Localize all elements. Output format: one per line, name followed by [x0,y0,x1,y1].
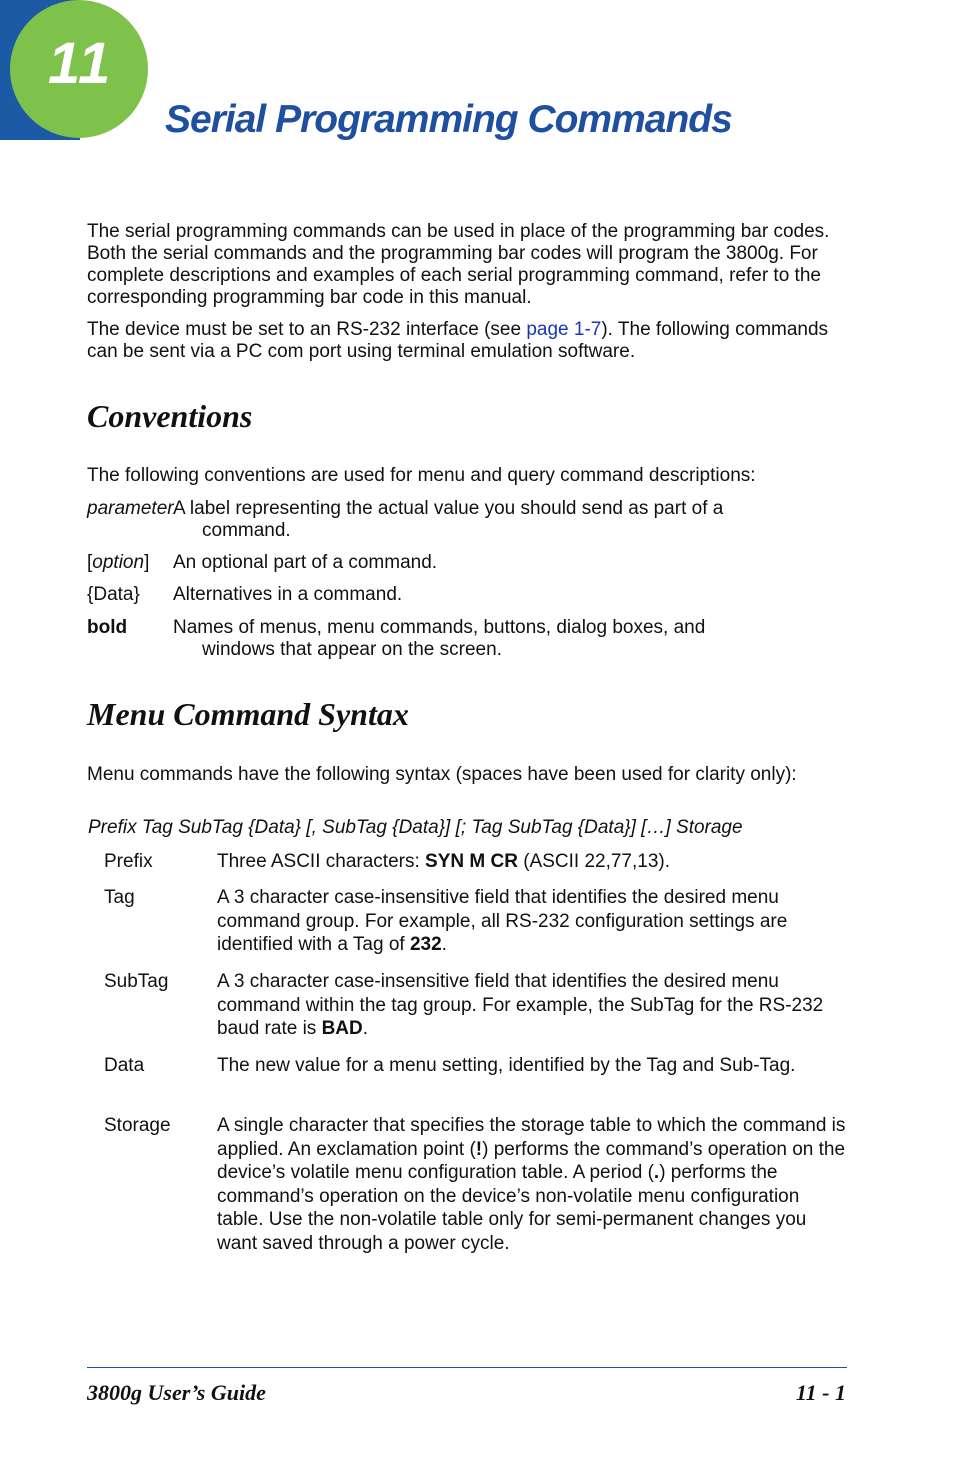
definition-storage [104,1114,849,1255]
intro-paragraph-2-text-b: ). The following commands can be sent via a PC com port using terminal emulation software. [87,319,829,362]
convention-term: bold [87,617,128,638]
convention-desc: A label representing the actual value you should send as part of a [173,498,724,519]
convention-term [87,552,149,574]
definition-text-end: (ASCII 22,77,13). [517,851,671,872]
convention-term: parameter [87,498,174,519]
chapter-number: 11 [48,31,113,96]
definition-desc [217,886,849,957]
convention-data [87,584,852,606]
page-link[interactable]: page 1-7 [526,319,602,340]
convention-term: {Data} [87,584,140,605]
definition-term: Storage [104,1115,171,1136]
footer-divider [87,1367,847,1368]
convention-term-bracket-close: ] [144,552,150,573]
intro-paragraph-2 [87,319,852,363]
definition-text-end: . [362,1018,369,1039]
syntax-intro: Menu commands have the following syntax (spaces have been used for clarity only): [87,764,797,785]
definition-term: Data [104,1055,145,1076]
definition-term: Tag [104,887,135,908]
convention-term-option: option [92,552,145,573]
definition-bold: . [653,1162,660,1183]
convention-desc: Alternatives in a command. [173,584,403,605]
conventions-intro: The following conventions are used for menu and query command descriptions: [87,465,756,486]
convention-desc-wrap: command. [202,520,291,541]
definition-term: SubTag [104,971,169,992]
definition-bold: 232 [409,934,442,955]
definition-text: ) performs the command’s operation on the device’s volatile menu configuration table. A period ( [217,1138,846,1183]
definition-desc [217,850,849,874]
definition-bold: BAD [321,1018,363,1039]
definition-desc [217,970,849,1041]
definition-term: Prefix [104,851,153,872]
definition-bold: ! [475,1138,483,1160]
convention-term-bracket-open: [ [87,552,93,573]
chapter-title: Serial Programming Commands [165,98,732,141]
definition-text-end: . [441,934,447,955]
definition-text: A single character that specifies the storage table to which the command is applied. An exclamation point ( [217,1115,846,1160]
chapter-badge [0,0,150,150]
definition-desc: The new value for a menu setting, identified by the Tag and Sub-Tag. [217,1055,796,1076]
convention-bold [87,617,852,661]
syntax-line: Prefix Tag SubTag {Data} [, SubTag {Data}] [; Tag SubTag {Data}] […] Storage [88,817,743,838]
definition-text: Three ASCII characters: [217,851,426,872]
definition-data [104,1054,849,1078]
footer-guide-title: 3800g User’s Guide [87,1380,266,1405]
convention-parameter [87,498,852,542]
convention-desc-wrap: windows that appear on the screen. [202,639,502,660]
definition-prefix [104,850,849,874]
intro-paragraph-2-text-a: The device must be set to an RS-232 interface (see [87,319,527,340]
definition-tag [104,886,849,957]
definition-desc [217,1114,849,1255]
convention-option [87,552,852,574]
conventions-heading: Conventions [87,398,253,434]
convention-desc: An optional part of a command. [173,552,438,573]
definition-text: A 3 character case-insensitive field that identifies the desired menu command within the tag group. For example, the SubTag for the RS-232 baud rate is [217,971,824,1039]
definition-bold: SYN M CR [425,851,518,872]
footer-page-number: 11 - 1 [795,1380,846,1405]
definition-text: ) performs the command’s operation on the device’s non-volatile menu configuration table. Use the non-volatile table only for semi-permanent changes you want saved through a power cycle. [217,1162,807,1254]
definition-subtag [104,970,849,1041]
definition-text: A 3 character case-insensitive field that identifies the desired menu command group. For example, all RS-232 configuration settings are identified with a Tag of [217,887,788,955]
convention-desc: Names of menus, menu commands, buttons, dialog boxes, and [173,617,706,638]
intro-paragraph-1: The serial programming commands can be used in place of the programming bar codes. Both the serial commands and the programming bar codes will program the 3800g. For complete descriptions and examples of each serial programming command, refer to the corresponding programming bar code in this manual. [87,221,830,308]
syntax-heading: Menu Command Syntax [87,696,409,732]
